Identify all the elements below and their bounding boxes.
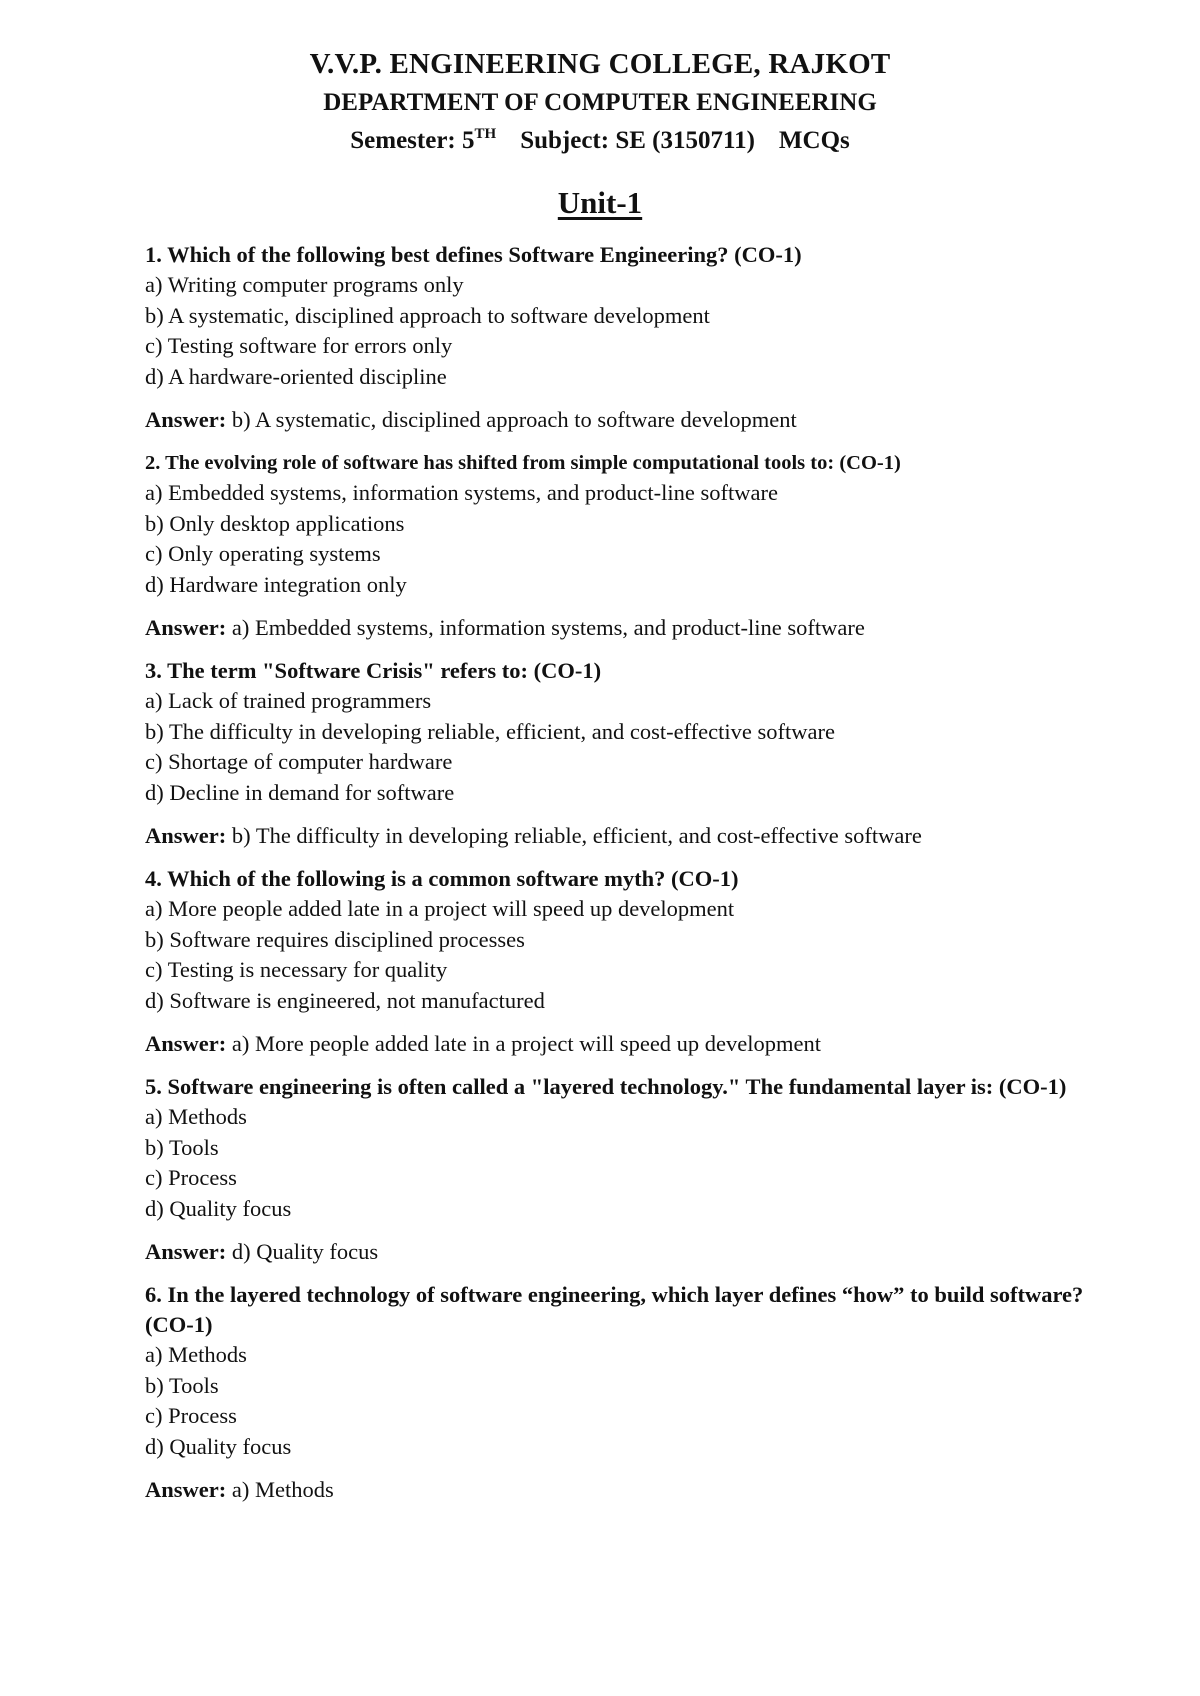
question-stem: 2. The evolving role of software has shifted from simple computational tools to: (CO-1) [145, 452, 901, 474]
answer-option: b) Software requires disciplined processes [145, 926, 525, 952]
answer-line [145, 613, 1085, 643]
question-item [145, 1072, 1085, 1267]
semester-label: Semester: 5 [350, 127, 475, 154]
question-list [145, 240, 1085, 1518]
answer-option: c) Shortage of computer hardware [145, 749, 453, 774]
semester-superscript: TH [474, 126, 497, 142]
answer-text: a) Methods [231, 1477, 334, 1502]
document-header [0, 44, 1200, 160]
unit-title: Unit-1 [557, 185, 643, 220]
answer-option: a) Embedded systems, information systems, and product-line software [145, 480, 778, 505]
college-name: V.V.P. ENGINEERING COLLEGE, RAJKOT [309, 48, 891, 80]
answer-option: b) The difficulty in developing reliable, efficient, and cost-effective software [145, 718, 835, 744]
answer-text: b) A systematic, disciplined approach to software development [231, 407, 797, 432]
question-item [145, 448, 1085, 643]
answer-option: d) Hardware integration only [145, 571, 407, 597]
answer-option: a) Writing computer programs only [145, 272, 464, 297]
subject-label: Subject: SE (3150711) [520, 127, 755, 154]
answer-option: d) Decline in demand for software [145, 779, 455, 805]
answer-option: c) Process [145, 1165, 237, 1190]
answer-option: d) A hardware-oriented discipline [145, 363, 447, 389]
question-stem: 1. Which of the following best defines Software Engineering? (CO-1) [145, 242, 802, 267]
answer-option: a) Methods [145, 1342, 247, 1367]
question-item [145, 864, 1085, 1059]
answer-line [145, 821, 1085, 851]
question-item [145, 656, 1085, 851]
document-type: MCQs [778, 127, 850, 154]
question-item [145, 1280, 1085, 1505]
answer-label: Answer: [145, 823, 227, 848]
question-stem: 4. Which of the following is a common software myth? (CO-1) [145, 866, 739, 891]
answer-label: Answer: [145, 407, 227, 432]
answer-option: a) Methods [145, 1104, 247, 1129]
answer-option: c) Only operating systems [145, 541, 381, 566]
answer-option: d) Quality focus [145, 1433, 292, 1459]
answer-label: Answer: [145, 1239, 227, 1264]
answer-label: Answer: [145, 1031, 227, 1056]
answer-option: b) Tools [145, 1372, 219, 1398]
answer-option: b) A systematic, disciplined approach to software development [145, 302, 710, 328]
answer-text: d) Quality focus [231, 1239, 379, 1264]
answer-text: a) More people added late in a project will speed up development [231, 1031, 822, 1056]
department-name: DEPARTMENT OF COMPUTER ENGINEERING [323, 89, 877, 116]
answer-option: b) Tools [145, 1134, 219, 1160]
question-stem: 3. The term "Software Crisis" refers to: (CO-1) [145, 658, 602, 683]
answer-option: d) Quality focus [145, 1195, 292, 1221]
answer-line [145, 405, 1085, 435]
answer-line [145, 1029, 1085, 1059]
question-stem: 5. Software engineering is often called a "layered technology." The fundamental layer is: (CO-1) [145, 1074, 1067, 1099]
question-item [145, 240, 1085, 435]
answer-option: c) Testing software for errors only [145, 333, 453, 358]
answer-option: d) Software is engineered, not manufactured [145, 987, 545, 1013]
answer-option: a) More people added late in a project will speed up development [145, 896, 735, 921]
answer-label: Answer: [145, 615, 227, 640]
answer-option: c) Process [145, 1403, 237, 1428]
course-info-line [0, 122, 1200, 160]
answer-line [145, 1475, 1085, 1505]
answer-option: c) Testing is necessary for quality [145, 957, 448, 982]
answer-option: a) Lack of trained programmers [145, 688, 432, 713]
answer-text: b) The difficulty in developing reliable, efficient, and cost-effective software [231, 823, 922, 848]
question-stem: 6. In the layered technology of software engineering, which layer defines “how” to build software? (CO-1) [145, 1282, 1084, 1337]
answer-option: b) Only desktop applications [145, 510, 405, 536]
answer-text: a) Embedded systems, information systems, and product-line software [231, 615, 865, 640]
answer-label: Answer: [145, 1477, 227, 1502]
answer-line [145, 1237, 1085, 1267]
